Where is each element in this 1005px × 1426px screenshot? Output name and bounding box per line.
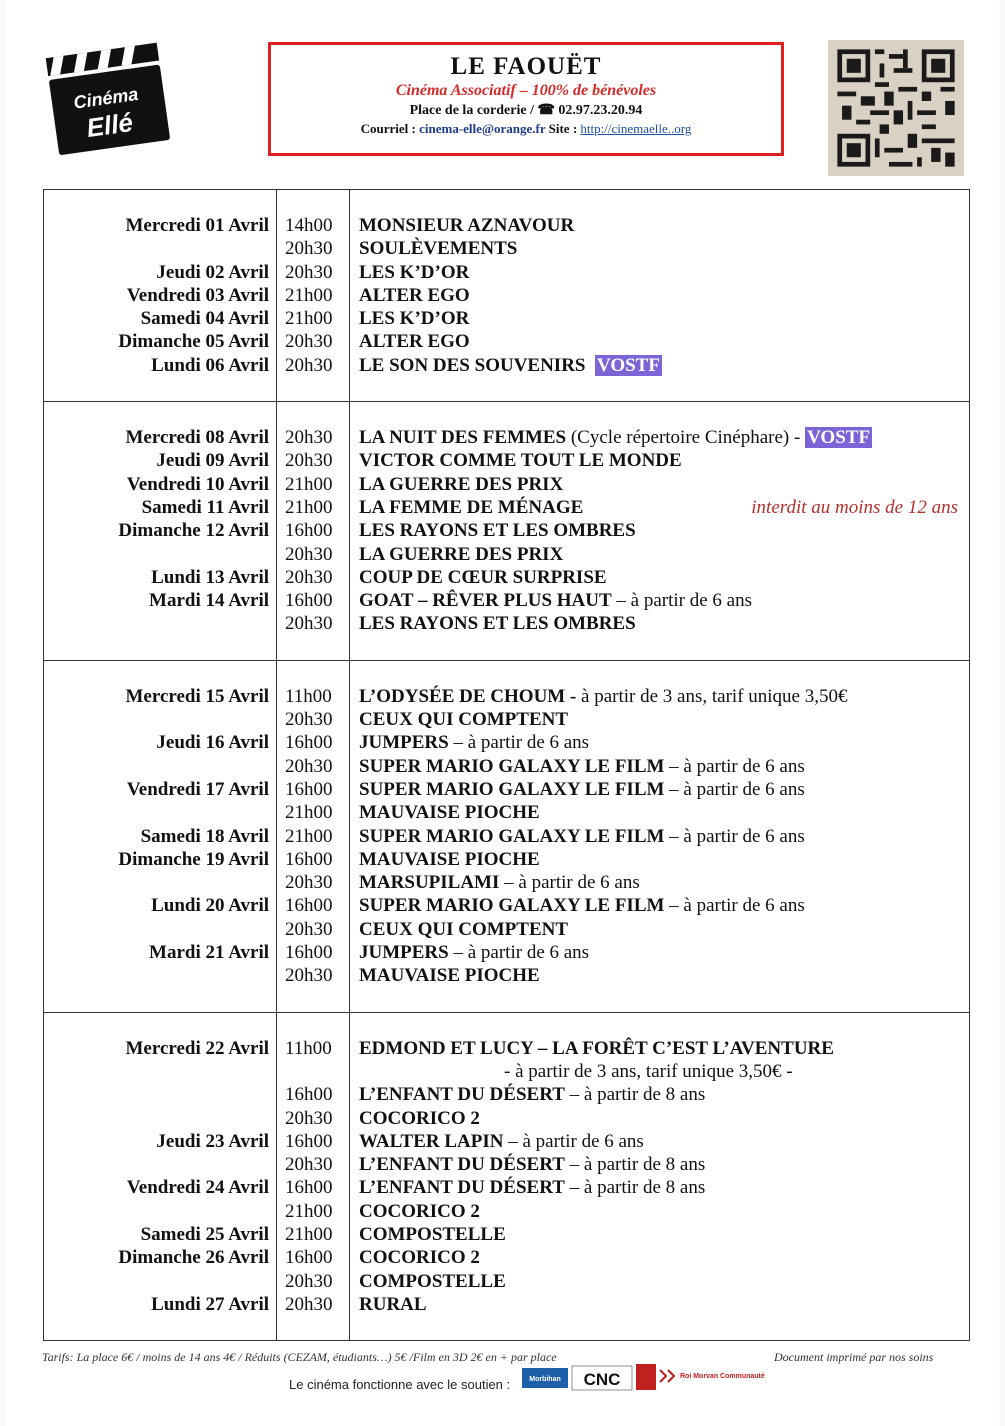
film-title: L’ENFANT DU DÉSERT (359, 1154, 565, 1176)
film-title: LA GUERRE DES PRIX (359, 473, 564, 495)
screening-time: 20h30 (285, 1270, 333, 1292)
screening-time: 20h30 (285, 1293, 333, 1315)
svg-text:CNC: CNC (583, 1370, 621, 1389)
film-note: à partir de 3 ans, tarif unique 3,50€ (576, 685, 848, 707)
film-note: (Cycle répertoire Cinéphare) - (566, 427, 806, 449)
vostf-badge: VOSTF (597, 354, 660, 376)
screening-time: 16h00 (285, 1130, 333, 1152)
screening-time: 21h00 (285, 802, 333, 824)
film-title: SUPER MARIO GALAXY LE FILM (359, 825, 665, 847)
film-note: – à partir de 6 ans (503, 1130, 644, 1152)
film-note: – à partir de 6 ans (664, 825, 805, 847)
screening-row (44, 543, 969, 566)
film-title: L’ENFANT DU DÉSERT (359, 1084, 565, 1106)
screening-row (44, 1060, 969, 1083)
film-entry (359, 426, 872, 449)
film-title: MAUVAISE PIOCHE (359, 848, 540, 870)
screening-time: 16h00 (285, 942, 333, 964)
film-entry (359, 918, 568, 941)
screening-row (44, 708, 969, 731)
screening-day: Vendredi 10 Avril (126, 473, 269, 495)
screening-time: 16h00 (285, 895, 333, 917)
film-entry (359, 330, 470, 353)
film-entry (359, 964, 540, 987)
tarifs-note: Tarifs: La place 6€ / moins de 14 ans 4€ / Réduits (CEZAM, étudiants…) 5€ /Film en 3D 2€ en + par place (42, 1350, 557, 1364)
film-title: COMPOSTELLE (359, 1270, 506, 1292)
film-title: VICTOR COMME TOUT LE MONDE (359, 450, 682, 472)
film-title: MONSIEUR AZNAVOUR (359, 215, 575, 236)
screening-day: Mercredi 22 Avril (125, 1037, 269, 1059)
film-title: COCORICO 2 (359, 1200, 480, 1222)
film-entry (359, 612, 636, 635)
film-title: SOULÈVEMENTS (359, 238, 518, 260)
film-title: LES RAYONS ET LES OMBRES (359, 613, 636, 635)
cinema-logo (46, 44, 170, 154)
subtitle: Cinéma Associatif – 100% de bénévoles (395, 82, 657, 99)
screening-row (44, 731, 969, 754)
screening-day: Dimanche 26 Avril (118, 1247, 269, 1269)
screening-time: 20h30 (285, 566, 333, 588)
logo-text-1: Cinéma (72, 83, 140, 113)
screening-day: Lundi 27 Avril (151, 1293, 269, 1315)
screening-day: Mercredi 15 Avril (125, 685, 269, 707)
week-block (44, 1013, 969, 1341)
screening-time: 11h00 (285, 1037, 332, 1059)
screening-day: Lundi 20 Avril (151, 895, 269, 917)
screening-day: Lundi 13 Avril (151, 566, 269, 588)
film-entry (359, 755, 805, 778)
screening-row (44, 589, 969, 612)
screening-row (44, 237, 969, 260)
film-entry (359, 708, 568, 731)
town-title: LE FAOUËT (450, 53, 602, 80)
screening-row (44, 918, 969, 941)
screening-row (44, 964, 969, 987)
film-note: - à partir de 3 ans, tarif unique 3,50€ - (504, 1060, 793, 1082)
screening-row (44, 871, 969, 894)
film-entry (359, 1037, 834, 1060)
film-entry (359, 1107, 480, 1130)
film-note: – à partir de 8 ans (564, 1177, 706, 1199)
film-note: – à partir de 8 ans (564, 1084, 706, 1106)
screening-day: Samedi 11 Avril (141, 496, 269, 518)
screening-time: 21h00 (285, 308, 333, 330)
week-block (44, 402, 969, 661)
screening-time: 20h30 (285, 709, 333, 731)
film-entry (359, 543, 563, 566)
film-entry (359, 261, 469, 284)
screening-row (44, 284, 969, 307)
film-note: – à partir de 6 ans (611, 590, 753, 612)
screening-day: Vendredi 17 Avril (126, 778, 269, 800)
film-entry (359, 685, 848, 708)
film-title: RURAL (359, 1293, 427, 1315)
screening-row (44, 1293, 969, 1316)
screening-time: 16h00 (285, 848, 333, 870)
film-title: JUMPERS (359, 942, 449, 964)
film-title: LE SON DES SOUVENIRS (359, 354, 586, 376)
screening-row (44, 261, 969, 284)
email-label: Courriel : (360, 121, 416, 136)
film-entry (359, 214, 574, 237)
address: Place de la corderie (409, 103, 527, 118)
email-link[interactable]: cinema-elle@orange.fr (419, 121, 546, 136)
screening-row (44, 1107, 969, 1130)
screening-row (44, 894, 969, 917)
film-entry (359, 284, 470, 307)
film-entry (359, 589, 752, 612)
screening-row (44, 307, 969, 330)
header-box (268, 42, 784, 156)
screening-time: 21h00 (285, 1200, 333, 1222)
film-entry (359, 237, 517, 260)
film-title: COMPOSTELLE (359, 1223, 506, 1245)
film-title: LES K’D’OR (359, 261, 470, 283)
screening-time: 16h00 (285, 732, 333, 754)
film-title: WALTER LAPIN (359, 1130, 504, 1152)
roi-morvan-text: Roi Morvan Communauté (680, 1373, 765, 1380)
screening-time: 20h30 (285, 613, 333, 635)
film-entry (359, 941, 589, 964)
film-title: SUPER MARIO GALAXY LE FILM (359, 755, 665, 777)
screening-time: 21h00 (285, 1223, 333, 1245)
film-entry (359, 496, 583, 519)
film-entry (359, 1246, 480, 1269)
film-entry (359, 848, 540, 871)
film-entry (359, 1293, 427, 1316)
sponsor-logos (522, 1362, 765, 1394)
screening-row (44, 496, 969, 519)
screening-time: 16h00 (285, 778, 333, 800)
screening-row (44, 1200, 969, 1223)
film-entry (359, 473, 563, 496)
contact-line (271, 121, 781, 137)
program-page (6, 0, 999, 1426)
film-title: MAUVAISE PIOCHE (359, 965, 540, 987)
film-title: SUPER MARIO GALAXY LE FILM (359, 778, 665, 800)
film-title: EDMOND ET LUCY – LA FORÊT C’EST L’AVENTURE (359, 1037, 834, 1059)
age-warning: interdit au moins de 12 ans (751, 496, 958, 518)
film-title: CEUX QUI COMPTENT (359, 709, 569, 731)
film-title: GOAT – RÊVER PLUS HAUT (359, 590, 612, 612)
screening-row (44, 1083, 969, 1106)
film-entry (359, 519, 636, 542)
svg-text:Morbihan: Morbihan (529, 1376, 561, 1383)
screening-row (44, 941, 969, 964)
screening-time: 20h30 (285, 261, 333, 283)
film-entry (359, 354, 662, 377)
vostf-badge: VOSTF (807, 427, 871, 449)
film-title: ALTER EGO (359, 331, 470, 353)
film-title: LA NUIT DES FEMMES (359, 427, 567, 449)
film-title: JUMPERS (359, 732, 449, 754)
film-title: COCORICO 2 (359, 1247, 480, 1269)
screening-day: Vendredi 03 Avril (126, 284, 269, 306)
screening-row (44, 755, 969, 778)
screening-time: 16h00 (285, 1177, 333, 1199)
screening-row (44, 685, 969, 708)
screening-time: 16h00 (285, 520, 333, 542)
roi-morvan-icon (660, 1370, 674, 1382)
screening-time: 16h00 (285, 590, 333, 612)
screening-row (44, 825, 969, 848)
screening-row (44, 1270, 969, 1293)
screening-time: 20h30 (285, 543, 333, 565)
screening-time: 20h30 (285, 965, 333, 987)
logo-text-2: Ellé (84, 106, 135, 144)
screening-time: 20h30 (285, 354, 333, 376)
screening-row (44, 473, 969, 496)
film-entry (359, 1083, 705, 1106)
schedule-table (43, 189, 970, 1341)
screening-time: 20h30 (285, 331, 333, 353)
screening-day: Samedi 25 Avril (140, 1223, 269, 1245)
screening-day: Jeudi 02 Avril (156, 261, 269, 283)
site-label: Site : (548, 121, 578, 136)
film-entry (359, 1130, 644, 1153)
film-note: – à partir de 6 ans (664, 755, 805, 777)
screening-row (44, 566, 969, 589)
film-entry (359, 894, 805, 917)
screening-day: Jeudi 16 Avril (156, 732, 269, 754)
roi-morvan-mark (636, 1364, 656, 1390)
screening-time: 21h00 (285, 284, 333, 306)
screening-day: Samedi 18 Avril (140, 825, 269, 847)
film-entry (359, 1270, 506, 1293)
film-entry (359, 801, 540, 824)
screening-time: 14h00 (285, 215, 333, 236)
week-block (44, 190, 969, 402)
qr-code[interactable] (828, 40, 964, 176)
screening-time: 20h30 (285, 918, 333, 940)
film-entry (359, 307, 469, 330)
screening-time: 20h30 (285, 1154, 333, 1176)
film-note: – à partir de 6 ans (664, 895, 805, 917)
screening-time: 20h30 (285, 238, 333, 260)
film-entry (359, 1200, 480, 1223)
screening-day: Mardi 21 Avril (149, 942, 269, 964)
screening-row (44, 801, 969, 824)
screening-row (44, 1176, 969, 1199)
screening-time: 20h30 (285, 450, 333, 472)
film-entry (359, 778, 805, 801)
film-title: LES K’D’OR (359, 308, 470, 330)
film-title: L’ENFANT DU DÉSERT (359, 1177, 565, 1199)
screening-row (44, 449, 969, 472)
screening-time: 20h30 (285, 755, 333, 777)
screening-row (44, 426, 969, 449)
screening-row (44, 1246, 969, 1269)
screening-time: 21h00 (285, 496, 333, 518)
film-entry (359, 449, 682, 472)
screening-day: Dimanche 19 Avril (118, 848, 269, 870)
film-entry (359, 566, 607, 589)
screening-row (44, 354, 969, 377)
film-title: LA GUERRE DES PRIX (359, 543, 564, 565)
film-entry (359, 1153, 705, 1176)
support-note: Le cinéma fonctionne avec le soutien : (289, 1377, 511, 1392)
screening-row (44, 1130, 969, 1153)
printed-note: Document imprimé par nos soins (774, 1350, 934, 1364)
film-title: COCORICO 2 (359, 1107, 480, 1129)
screening-row (44, 214, 969, 237)
film-title: SUPER MARIO GALAXY LE FILM (359, 895, 665, 917)
film-note: – à partir de 6 ans (448, 732, 590, 754)
film-title: LES RAYONS ET LES OMBRES (359, 520, 636, 542)
screening-day: Dimanche 12 Avril (118, 520, 269, 542)
screening-time: 16h00 (285, 1084, 333, 1106)
screening-time: 21h00 (285, 825, 333, 847)
screening-time: 16h00 (285, 1247, 333, 1269)
screening-time: 20h30 (285, 427, 333, 449)
film-note: – à partir de 6 ans (664, 778, 805, 800)
week-block (44, 661, 969, 1013)
film-note: – à partir de 6 ans (499, 872, 640, 894)
screening-day: Mercredi 01 Avril (125, 215, 269, 236)
screening-time: 20h30 (285, 1107, 333, 1129)
film-note: – à partir de 6 ans (448, 942, 590, 964)
screening-row (44, 1223, 969, 1246)
screening-day: Vendredi 24 Avril (126, 1177, 269, 1199)
screening-day: Lundi 06 Avril (151, 354, 269, 376)
screening-row (44, 612, 969, 635)
screening-row (44, 778, 969, 801)
film-note: – à partir de 8 ans (564, 1154, 706, 1176)
film-entry (359, 1223, 506, 1246)
phone-icon: ☎ (537, 103, 555, 118)
screening-row (44, 519, 969, 542)
film-title: L’ODYSÉE DE CHOUM - (359, 685, 577, 707)
screening-row (44, 848, 969, 871)
film-title: COUP DE CŒUR SURPRISE (359, 566, 607, 588)
screening-day: Mercredi 08 Avril (125, 427, 269, 449)
screening-day: Jeudi 23 Avril (156, 1130, 269, 1152)
screening-day: Dimanche 05 Avril (118, 331, 269, 353)
phone: 02.97.23.20.94 (558, 103, 643, 118)
screening-time: 21h00 (285, 473, 333, 495)
screening-row (44, 1153, 969, 1176)
film-entry (359, 1176, 705, 1199)
screening-row (44, 1037, 969, 1060)
screening-time: 11h00 (285, 685, 332, 707)
film-title: MARSUPILAMI (359, 872, 500, 894)
film-entry (359, 731, 589, 754)
screening-time: 20h30 (285, 872, 333, 894)
film-title: CEUX QUI COMPTENT (359, 918, 569, 940)
film-title: LA FEMME DE MÉNAGE (359, 496, 584, 518)
site-link[interactable]: http://cinemaelle..org (580, 121, 692, 136)
film-title: ALTER EGO (359, 284, 470, 306)
screening-day: Mardi 14 Avril (149, 590, 269, 612)
film-title: MAUVAISE PIOCHE (359, 802, 540, 824)
screening-day: Jeudi 09 Avril (156, 450, 269, 472)
address-line: Place de la corderie / ☎ 02.97.23.20.94 (409, 103, 643, 118)
film-entry (359, 825, 805, 848)
screening-day: Samedi 04 Avril (140, 308, 269, 330)
screening-row (44, 330, 969, 353)
film-entry (359, 871, 640, 894)
